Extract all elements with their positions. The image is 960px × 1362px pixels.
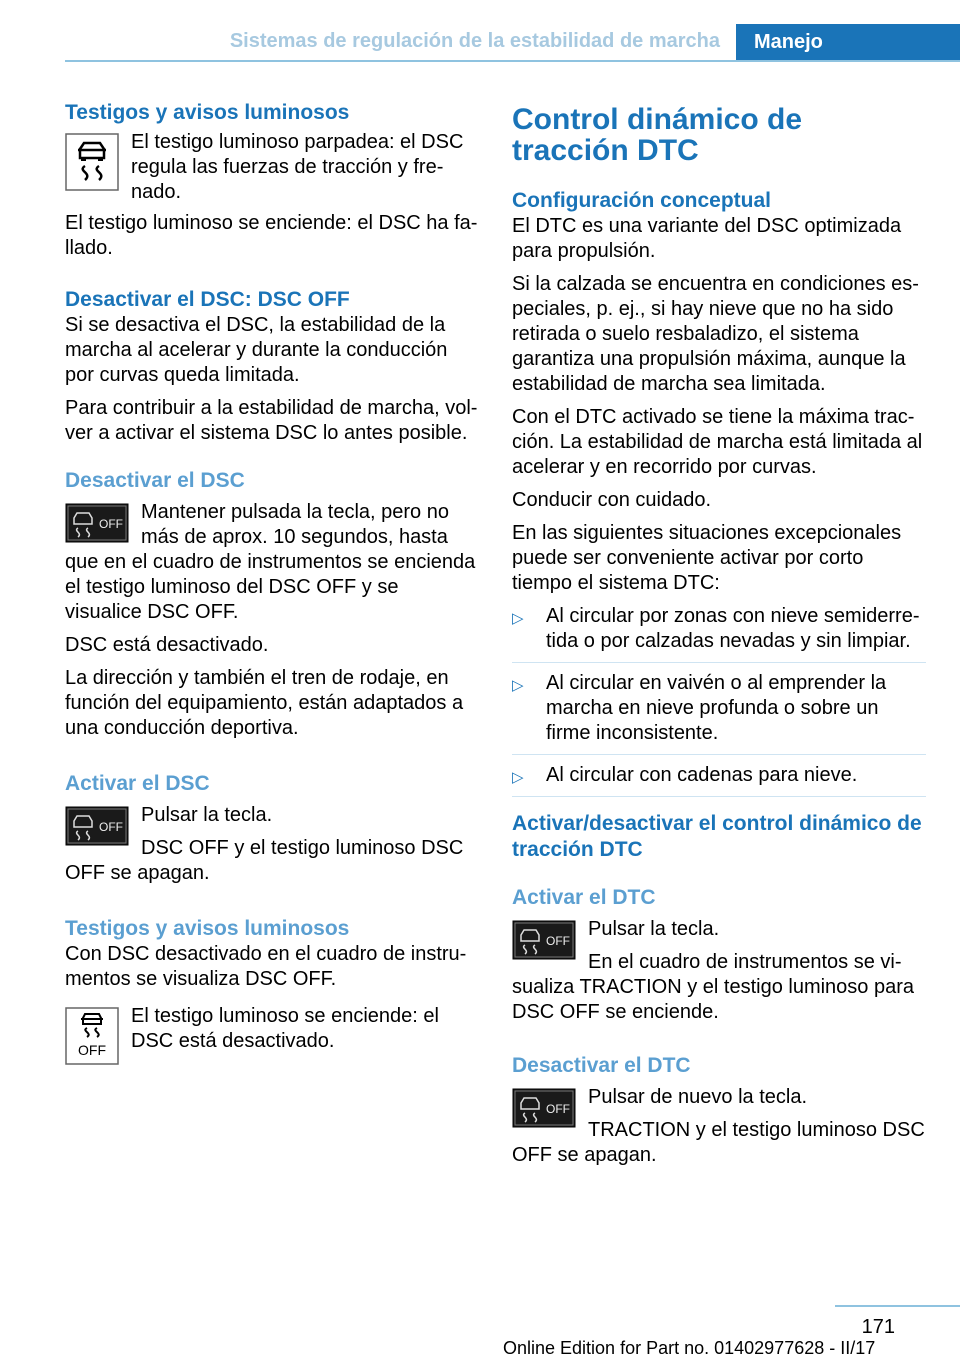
list-item-text: Al circular con cadenas para nieve.	[546, 764, 858, 786]
text-steering-sport: La dirección y también el tren de rodaje, en función del equipamiento, están adaptados a una conducción deportiva.	[65, 667, 464, 739]
text-dtc-traction: Con el DTC activado se tiene la máxima tracción. La estabilidad de marcha está limitada al acelerar y en recorrido por curvas.	[512, 406, 923, 478]
footer-rule	[835, 1305, 960, 1307]
list-item	[512, 763, 926, 797]
off-label: OFF	[546, 1102, 570, 1116]
list-item	[512, 671, 926, 755]
heading-dtc: Control dinámico de tracción DTC	[512, 103, 803, 167]
text-drive-carefully: Conducir con cuidado.	[512, 489, 712, 511]
dsc-warning-light-icon	[65, 133, 119, 191]
text-dsc-deactivated: DSC está desactivado.	[65, 634, 269, 656]
text-dsc-off-display: Con DSC desactivado en el cuadro de instrumentos se visualiza DSC OFF.	[65, 943, 467, 990]
off-label: OFF	[99, 517, 123, 531]
bullet-triangle-icon: ▷	[512, 610, 524, 627]
situations-list	[512, 604, 926, 797]
header-rule	[65, 60, 960, 62]
heading-testigos: Testigos y avisos luminosos	[65, 101, 350, 124]
dsc-off-button-icon	[65, 503, 129, 543]
heading-testigos-2: Testigos y avisos luminosos	[65, 917, 350, 940]
dsc-off-warning-light-icon	[65, 1007, 119, 1065]
heading-activate-dsc: Activar el DSC	[65, 772, 210, 795]
dsc-off-button-icon	[65, 806, 129, 846]
text-press-again: Pulsar de nuevo la tecla.	[588, 1086, 808, 1108]
text-traction-off: TRACTION y el testigo luminoso DSC OFF se apagan.	[512, 1119, 925, 1166]
bullet-triangle-icon: ▷	[512, 677, 524, 694]
list-item	[512, 604, 926, 663]
dsc-off-button-icon	[512, 1088, 576, 1128]
indicator-row-dsc	[65, 130, 480, 205]
heading-activate-dtc: Activar el DTC	[512, 886, 656, 909]
running-header-section: Sistemas de regulación de la estabilidad de marcha	[229, 30, 720, 52]
off-label: OFF	[546, 934, 570, 948]
text-hold-button: Mantener pulsada la tecla, pero no más de aprox. 10 segundos, hasta que en el cuadro de instrumentos se encienda el testigo luminoso del DSC OFF y se visualice DSC OFF.	[65, 501, 476, 623]
page-number: 171	[861, 1316, 895, 1338]
text-press-button: Pulsar la tecla.	[141, 804, 273, 826]
text-dsc-off-1: Si se desactiva el DSC, la estabilidad de la marcha al acelerar y durante la conducción por curvas queda limitada.	[65, 314, 448, 386]
edition-note: Online Edition for Part no. 01402977628 - II/17	[503, 1338, 876, 1358]
list-item-text: Al circular en vaivén o al emprender la marcha en nieve profunda o sobre un firme inconsistente.	[546, 672, 887, 744]
text-press-button-dtc: Pulsar la tecla.	[588, 918, 720, 940]
button-row-activate-dtc	[512, 917, 926, 1025]
heading-activate-deactivate-dtc: Activar/desactivar el control dinámico de tracción DTC	[512, 812, 922, 861]
text-dtc-conditions: Si la calzada se encuentra en condiciones especiales, p. ej., si hay nieve que no ha sido retirada o suelo resbaladizo, el sistema garantiza una propulsión máxima, aunque la estabilidad de marcha sea limitada.	[512, 273, 919, 395]
text-dsc-off-goes-out: DSC OFF y el testigo luminoso DSC OFF se apagan.	[65, 837, 464, 884]
text-dsc-blinks: El testigo luminoso parpadea: el DSC regula las fuerzas de tracción y frenado.	[131, 131, 464, 203]
button-row-activate	[65, 803, 480, 886]
text-dsc-failed: El testigo luminoso se enciende: el DSC ha fallado.	[65, 212, 478, 259]
button-row-deactivate-dtc	[512, 1085, 926, 1168]
off-label: OFF	[99, 820, 123, 834]
off-label: OFF	[78, 1042, 106, 1058]
right-column	[512, 100, 926, 1176]
dsc-off-button-icon	[512, 920, 576, 960]
heading-dsc-off: Desactivar el DSC: DSC OFF	[65, 288, 350, 311]
heading-deactivate-dtc: Desactivar el DTC	[512, 1054, 691, 1077]
text-dsc-off-on: El testigo luminoso se enciende: el DSC está desactivado.	[131, 1005, 439, 1052]
button-row-deactivate	[65, 500, 480, 625]
text-traction-display: En el cuadro de instrumentos se visualiza TRACTION y el testigo luminoso para DSC OFF se enciende.	[512, 951, 915, 1023]
text-exceptional-situations: En las siguientes situaciones excepcionales puede ser conveniente activar por corto tiempo el sistema DTC:	[512, 522, 902, 594]
heading-deactivate-dsc: Desactivar el DSC	[65, 469, 245, 492]
bullet-triangle-icon: ▷	[512, 769, 524, 786]
heading-concept: Configuración conceptual	[512, 189, 772, 212]
indicator-row-dsc-off	[65, 1004, 480, 1058]
running-header-tab	[736, 24, 960, 62]
left-column	[65, 100, 480, 1067]
text-dtc-variant: El DTC es una variante del DSC optimizada para propulsión.	[512, 215, 902, 262]
text-dsc-off-2: Para contribuir a la estabilidad de marcha, volver a activar el sistema DSC lo antes posible.	[65, 397, 478, 444]
running-header-tab-label: Manejo	[754, 31, 823, 53]
list-item-text: Al circular por zonas con nieve semiderretida o por calzadas nevadas y sin limpiar.	[546, 605, 920, 652]
